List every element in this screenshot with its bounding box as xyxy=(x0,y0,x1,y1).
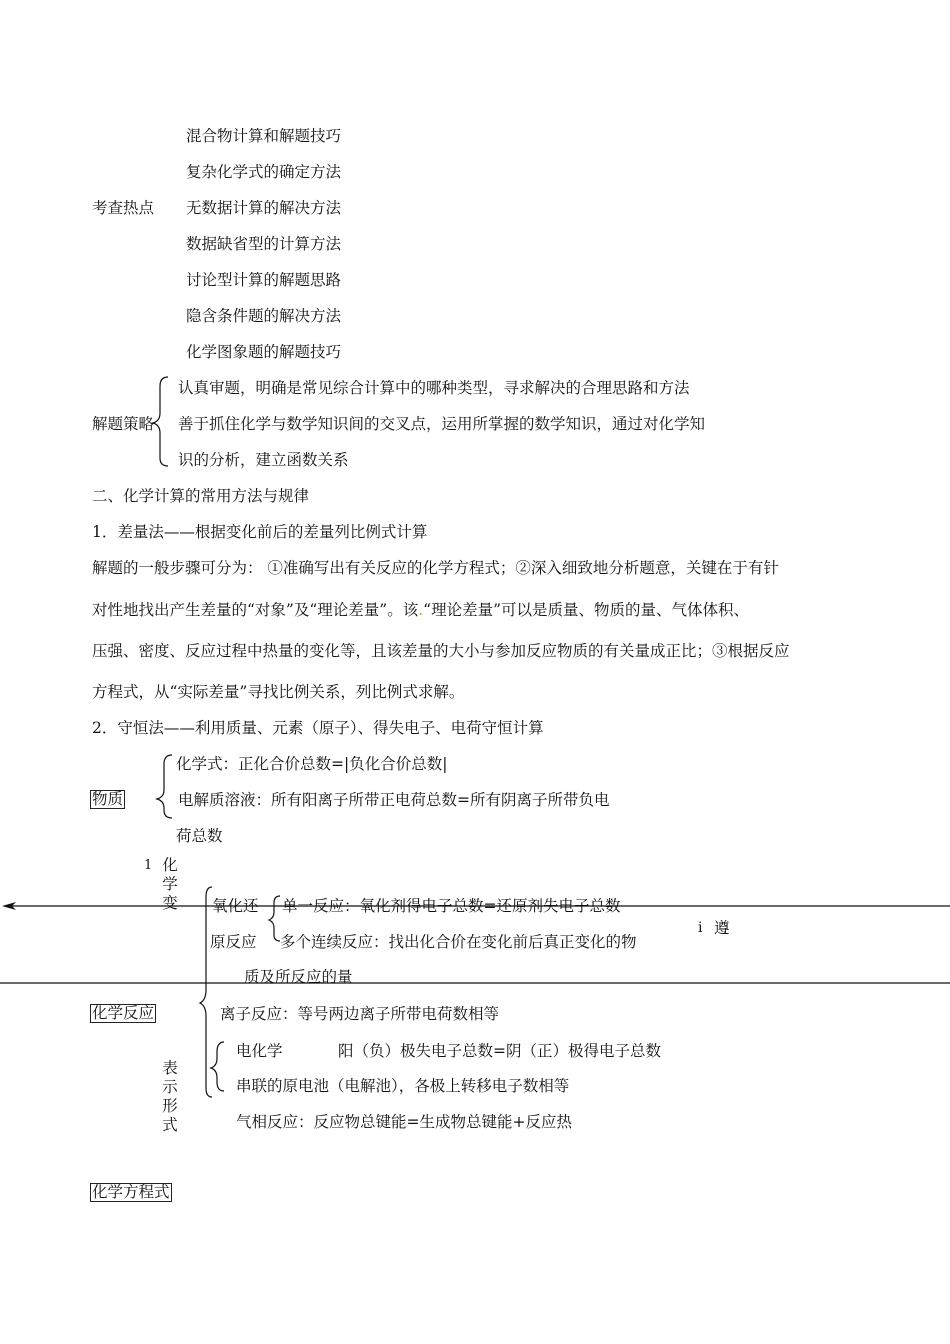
electrochem-brace xyxy=(211,1042,224,1091)
follow-prefix: i xyxy=(698,920,703,936)
hotspot-item: 隐含条件题的解决方法 xyxy=(186,307,342,325)
multi-reaction-rule: 多个连续反应：找出化合价在变化前后真正变化的物 xyxy=(280,933,637,951)
hotspot-item: 无数据计算的解决方法 xyxy=(186,199,342,217)
method2-title: 2．守恒法——利用质量、元素（原子）、得失电子、电荷守恒计算 xyxy=(92,719,544,737)
electrochem-rule: 阳（负）极失电子总数=阴（正）极得电子总数 xyxy=(338,1042,661,1060)
method1-line: 解题的一般步骤可分为： ①准确写出有关反应的化学方程式；②深入细致地分析题意，关键在于有针 xyxy=(92,559,779,577)
strategy-brace xyxy=(153,377,168,466)
hotspot-item: 讨论型计算的解题思路 xyxy=(186,271,342,289)
hotspot-item: 化学图象题的解题技巧 xyxy=(186,343,342,361)
electrochem-label: 电化学 xyxy=(236,1042,283,1060)
reaction-brace xyxy=(200,887,212,1097)
single-reaction-rule: 单一反应：氧化剂得电子总数=还原剂失电子总数 xyxy=(282,897,621,915)
section-title: 二、化学计算的常用方法与规律 xyxy=(92,487,310,505)
gas-reaction-rule: 气相反应：反应物总键能=生成物总键能+反应热 xyxy=(236,1113,572,1131)
hotspot-item: 复杂化学式的确定方法 xyxy=(186,163,342,181)
redox-label: 原反应 xyxy=(210,933,257,951)
redox-brace xyxy=(269,896,280,941)
equation-label: 化学方程式 xyxy=(92,1183,170,1201)
reaction-label: 化学反应 xyxy=(92,1004,155,1022)
strategy-line: 认真审题，明确是常见综合计算中的哪种类型，寻求解决的合理思路和方法 xyxy=(178,379,690,397)
method1-line: 压强、密度、反应过程中热量的变化等，且该差量的大小与参加反应物质的有关量成正比；③根据反应 xyxy=(92,642,790,660)
form-vertical-label: 表示形式 xyxy=(162,1059,178,1134)
multi-reaction-rule-cont: 质及所反应的量 xyxy=(244,968,353,986)
method1-line: 方程式，从“实际差量”寻找比例关系，列比例式求解。 xyxy=(92,683,465,701)
hotspot-item: 数据缺省型的计算方法 xyxy=(186,235,342,253)
series-cells-rule: 串联的原电池（电解池），各极上转移电子数相等 xyxy=(236,1077,570,1095)
redox-label: 氧化还 xyxy=(212,897,259,915)
substance-label: 物质 xyxy=(92,790,124,808)
method1-title: 1．差量法——根据变化前后的差量列比例式计算 xyxy=(92,523,428,541)
highlight-dot: . xyxy=(418,601,424,619)
electrolyte-rule: 电解质溶液：所有阳离子所带正电荷总数=所有阴离子所带负电 xyxy=(178,791,610,809)
substance-brace xyxy=(157,755,172,818)
hotspot-item: 混合物计算和解题技巧 xyxy=(186,127,342,145)
follow-label: 遵 xyxy=(714,919,730,937)
strategy-label: 解题策略 xyxy=(92,415,155,433)
formula-rule: 化学式：正化合价总数=|负化合价总数| xyxy=(176,755,448,773)
ionic-rule: 离子反应：等号两边离子所带电荷数相等 xyxy=(220,1005,500,1023)
change-prefix: 1 xyxy=(144,858,153,873)
hotspots-label: 考查热点 xyxy=(92,199,155,217)
change-vertical-label: 化学变 xyxy=(162,856,178,912)
strategy-line: 善于抓住化学与数学知识间的交叉点，运用所掌握的数学知识，通过对化学知 xyxy=(178,415,706,433)
strategy-line: 识的分析，建立函数关系 xyxy=(178,451,349,469)
electrolyte-rule-cont: 荷总数 xyxy=(176,827,223,845)
method1-line: 对性地找出产生差量的“对象”及“理论差量”。该.“理论差量”可以是质量、物质的量、气体体积、 xyxy=(92,601,749,619)
